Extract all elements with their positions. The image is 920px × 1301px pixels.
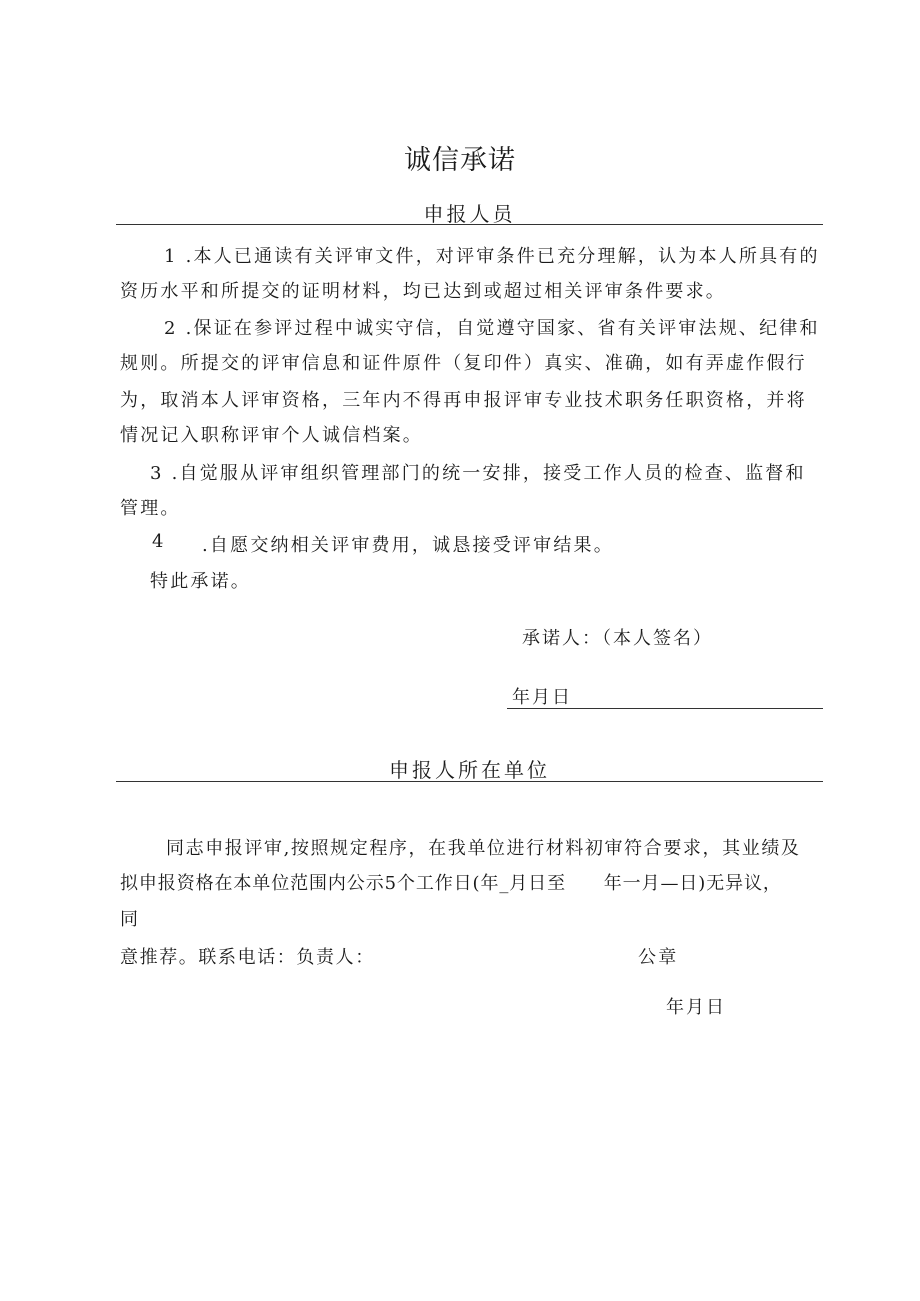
item-3-line-1: 3 .自觉服从评审组织管理部门的统一安排，接受工作人员的检查、监督和 xyxy=(150,463,806,484)
applicant-section-heading: 申报人员 xyxy=(423,202,516,226)
recommend-line: 意推荐。联系电话：负责人： xyxy=(120,947,375,968)
item-1-line-1: 1 .本人已通读有关评审文件，对评审条件已充分理解，认为本人所具有的 xyxy=(164,246,820,267)
item-4-number: 4 xyxy=(152,531,166,552)
item-2-line-3: 为，取消本人评审资格，三年内不得再申报评审专业技术职务任职资格，并将 xyxy=(120,390,807,411)
applicant-date-rule xyxy=(507,708,823,709)
unit-line-1: 同志申报评审,按照规定程序，在我单位进行材料初审符合要求，其业绩及 xyxy=(166,838,801,859)
unit-date-label: 年月日 xyxy=(666,997,726,1018)
unit-line-3: 同 xyxy=(120,909,141,930)
seal-label: 公章 xyxy=(638,947,679,968)
item-3-line-2: 管理。 xyxy=(120,498,181,519)
unit-line-2: 拟申报资格在本单位范围内公示5个工作日(年_月日至 年一月—日)无异议， xyxy=(120,873,782,894)
document-title: 诚信承诺 xyxy=(404,145,516,176)
signer-label: 承诺人：（本人签名） xyxy=(522,628,713,649)
item-2-line-4: 情况记入职称评审个人诚信档案。 xyxy=(120,425,423,446)
item-4-text: .自愿交纳相关评审费用，诚恳接受评审结果。 xyxy=(202,535,614,556)
unit-section-heading: 申报人所在单位 xyxy=(389,758,550,782)
closing-text: 特此承诺。 xyxy=(150,571,251,592)
applicant-heading-rule xyxy=(116,224,823,225)
applicant-date-label: 年月日 xyxy=(512,687,572,708)
item-2-line-1: 2 .保证在参评过程中诚实守信，自觉遵守国家、省有关评审法规、纪律和 xyxy=(164,318,820,339)
item-1-line-2: 资历水平和所提交的证明材料，均已达到或超过相关评审条件要求。 xyxy=(120,281,726,302)
unit-heading-rule xyxy=(116,781,823,782)
item-2-line-2: 规则。所提交的评审信息和证件原件（复印件）真实、准确，如有弄虚作假行 xyxy=(120,353,807,374)
